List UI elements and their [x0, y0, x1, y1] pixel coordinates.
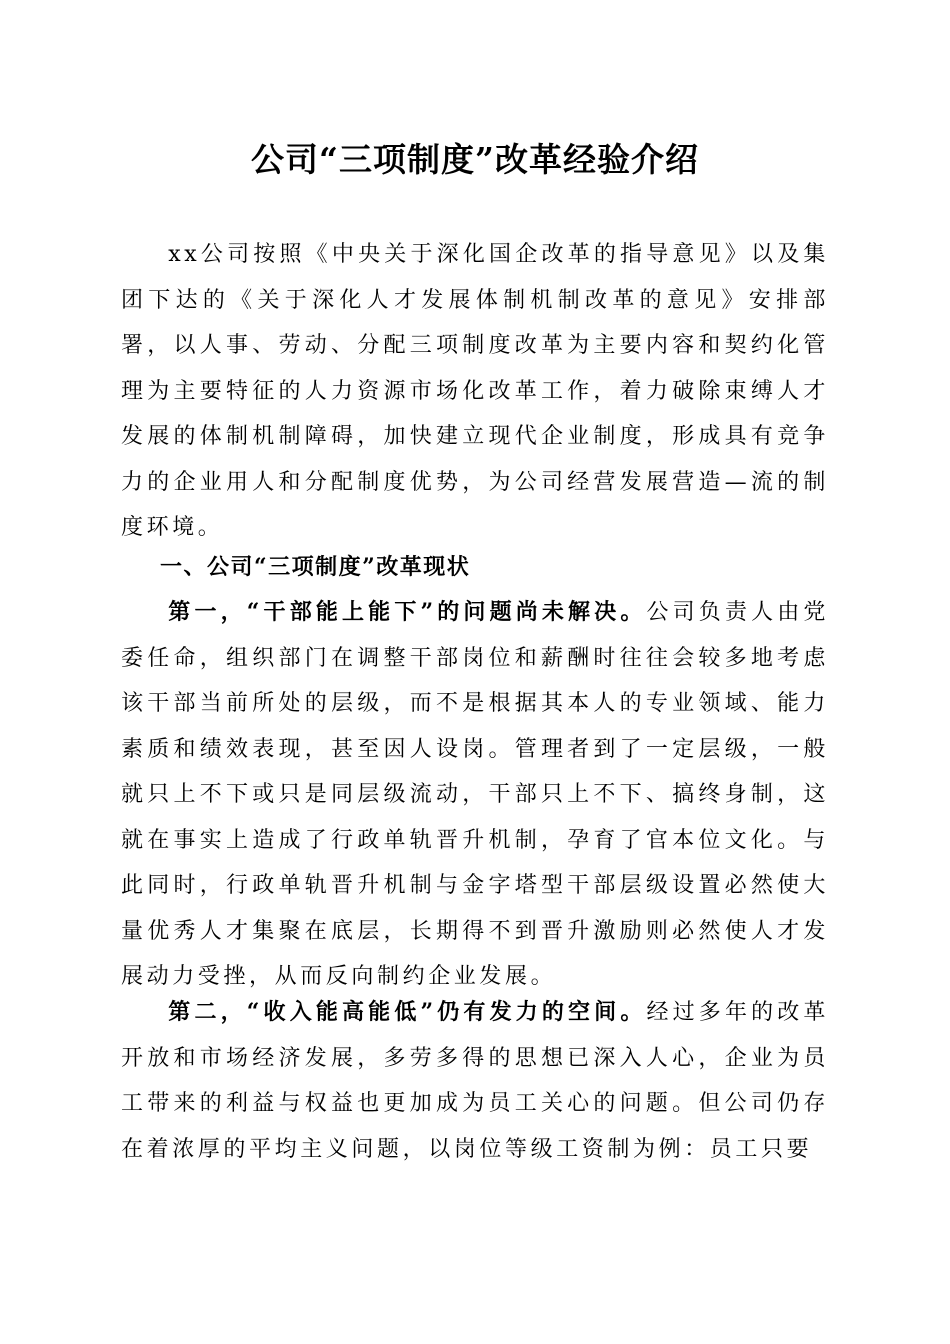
point-2-lead: 第二，“收入能高能低”仍有发力的空间。	[168, 999, 647, 1025]
section-heading: 一、公司“三项制度”改革现状	[160, 554, 471, 580]
point-1-body: 公司负责人由党委任命，组织部门在调整干部岗位和薪酬时往往会较多地考虑该干部当前所处的层级，而不是根据其本人的专业领域、能力素质和绩效表现，甚至因人设岗。管理者到了一定层级，一般就只上不下或只是同层级流动，干部只上不下、搞终身制，这就在事实上造成了行政单轨晋升机制，孕育了官本位文化。与此同时，行政单轨晋升机制与金字塔型干部层级设置必然使大量优秀人才集聚在底层，长期得不到晋升激励则必然使人才发展动力受挫，从而反向制约企业发展。	[121, 600, 829, 989]
paragraph-point-2	[121, 990, 829, 1172]
point-1-lead: 第一，“干部能上能下”的问题尚未解决。	[168, 599, 647, 625]
document-title: 公司“三项制度”改革经验介绍	[251, 140, 699, 179]
paragraph-point-1	[121, 590, 829, 1000]
point-2-body: 经过多年的改革开放和市场经济发展，多劳多得的思想已深入人心，企业为员工带来的利益与权益也更加成为员工关心的问题。但公司仍存在着浓厚的平均主义问题，以岗位等级工资制为例：员工只要	[121, 1000, 829, 1162]
intro-paragraph: xx公司按照《中央关于深化国企改革的指导意见》以及集团下达的《关于深化人才发展体制机制改革的意见》安排部署，以人事、劳动、分配三项制度改革为主要内容和契约化管理为主要特征的人力资源市场化改革工作，着力破除束缚人才发展的体制机制障碍，加快建立现代企业制度，形成具有竞争力的企业用人和分配制度优势，为公司经营发展营造—流的制度环境。	[121, 242, 829, 540]
